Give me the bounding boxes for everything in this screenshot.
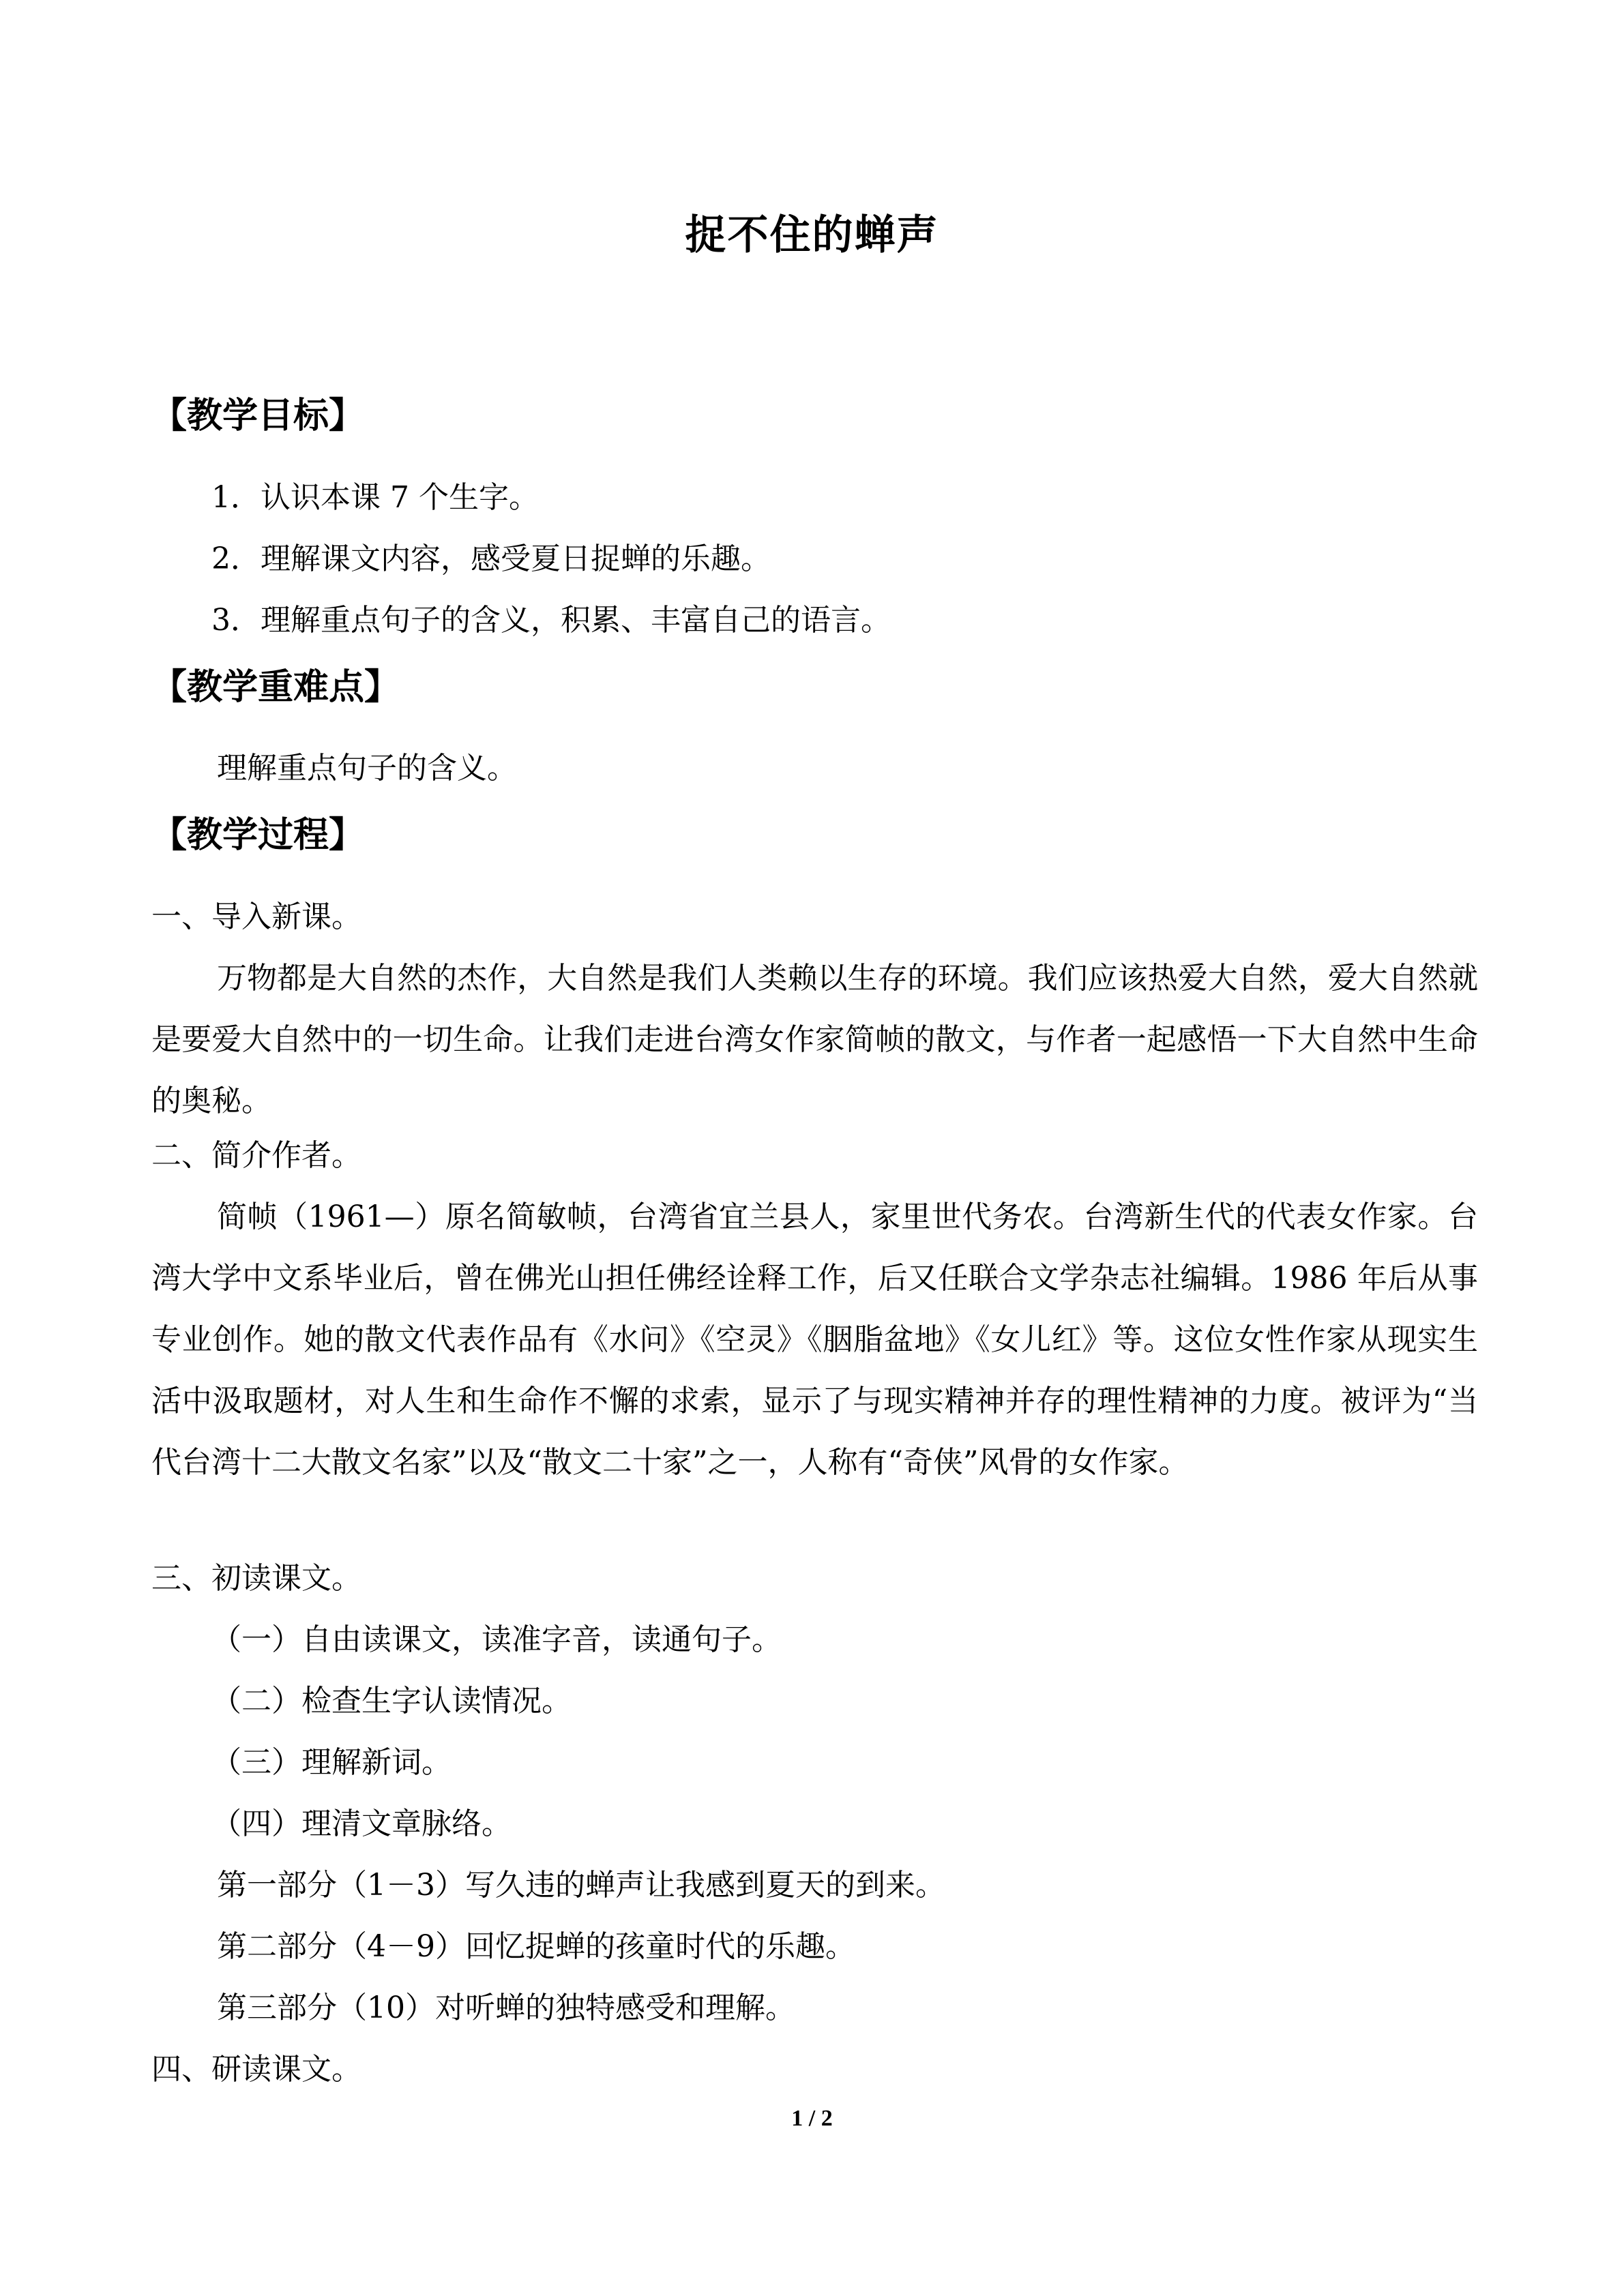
structure-part-1: 第一部分（1－3）写久违的蝉声让我感到夏天的到来。 [217,1868,945,1903]
reading-step-1: （一）自由读课文，读准字音，读通句子。 [211,1622,782,1657]
process-part1-paragraph: 万物都是大自然的杰作，大自然是我们人类赖以生存的环境。我们应该热爱大自然，爱大自然就是要爱大自然中的一切生命。让我们走进台湾女作家简帧的散文，与作者一起感悟一下大自然中生命的奥秘。 [151,961,1478,1118]
process-part3-title: 三、初读课文。 [151,1561,361,1596]
section-heading-process: 【教学过程】 [151,815,365,856]
section-heading-goals: 【教学目标】 [151,396,365,436]
section-heading-key-points: 【教学重难点】 [151,667,400,708]
key-points-text: 理解重点句子的含义。 [217,751,517,786]
reading-step-2: （二）检查生字认读情况。 [211,1684,572,1718]
reading-step-3: （三）理解新词。 [211,1745,452,1780]
process-part1-title: 一、导入新课。 [151,899,361,934]
process-part2-title: 二、简介作者。 [151,1138,361,1173]
structure-part-2: 第二部分（4－9）回忆捉蝉的孩童时代的乐趣。 [217,1929,855,1964]
goal-item-3: 3．理解重点句子的含义，积累、丰富自己的语言。 [211,603,891,638]
reading-step-4: （四）理清文章脉络。 [211,1806,512,1841]
process-part2-paragraph: 简帧（1961—）原名简敏帧，台湾省宜兰县人，家里世代务农。台湾新生代的代表女作家。台湾大学中文系毕业后，曾在佛光山担任佛经诠释工作，后又任联合文学杂志社编辑。1986 年后从事专业创作。她的散文代表作品有《水问》《空灵》《胭脂盆地》《女儿红》等。这位女性作家从现实生活中汲取题材，对人生和生命作不懈的求索，显示了与现实精神并存的理性精神的力度。被评为“当代台湾十二大散文名家”以及“散文二十家”之一，人称有“奇侠”风骨的女作家。 [151,1199,1478,1480]
goal-item-2: 2．理解课文内容，感受夏日捉蝉的乐趣。 [211,541,771,576]
structure-part-3: 第三部分（10）对听蝉的独特感受和理解。 [217,1991,795,2025]
process-part4-title: 四、研读课文。 [151,2052,361,2087]
page-number: 1 / 2 [791,2106,833,2131]
goal-item-1: 1．认识本课 7 个生字。 [211,480,539,515]
document-title: 捉不住的蝉声 [685,211,939,259]
